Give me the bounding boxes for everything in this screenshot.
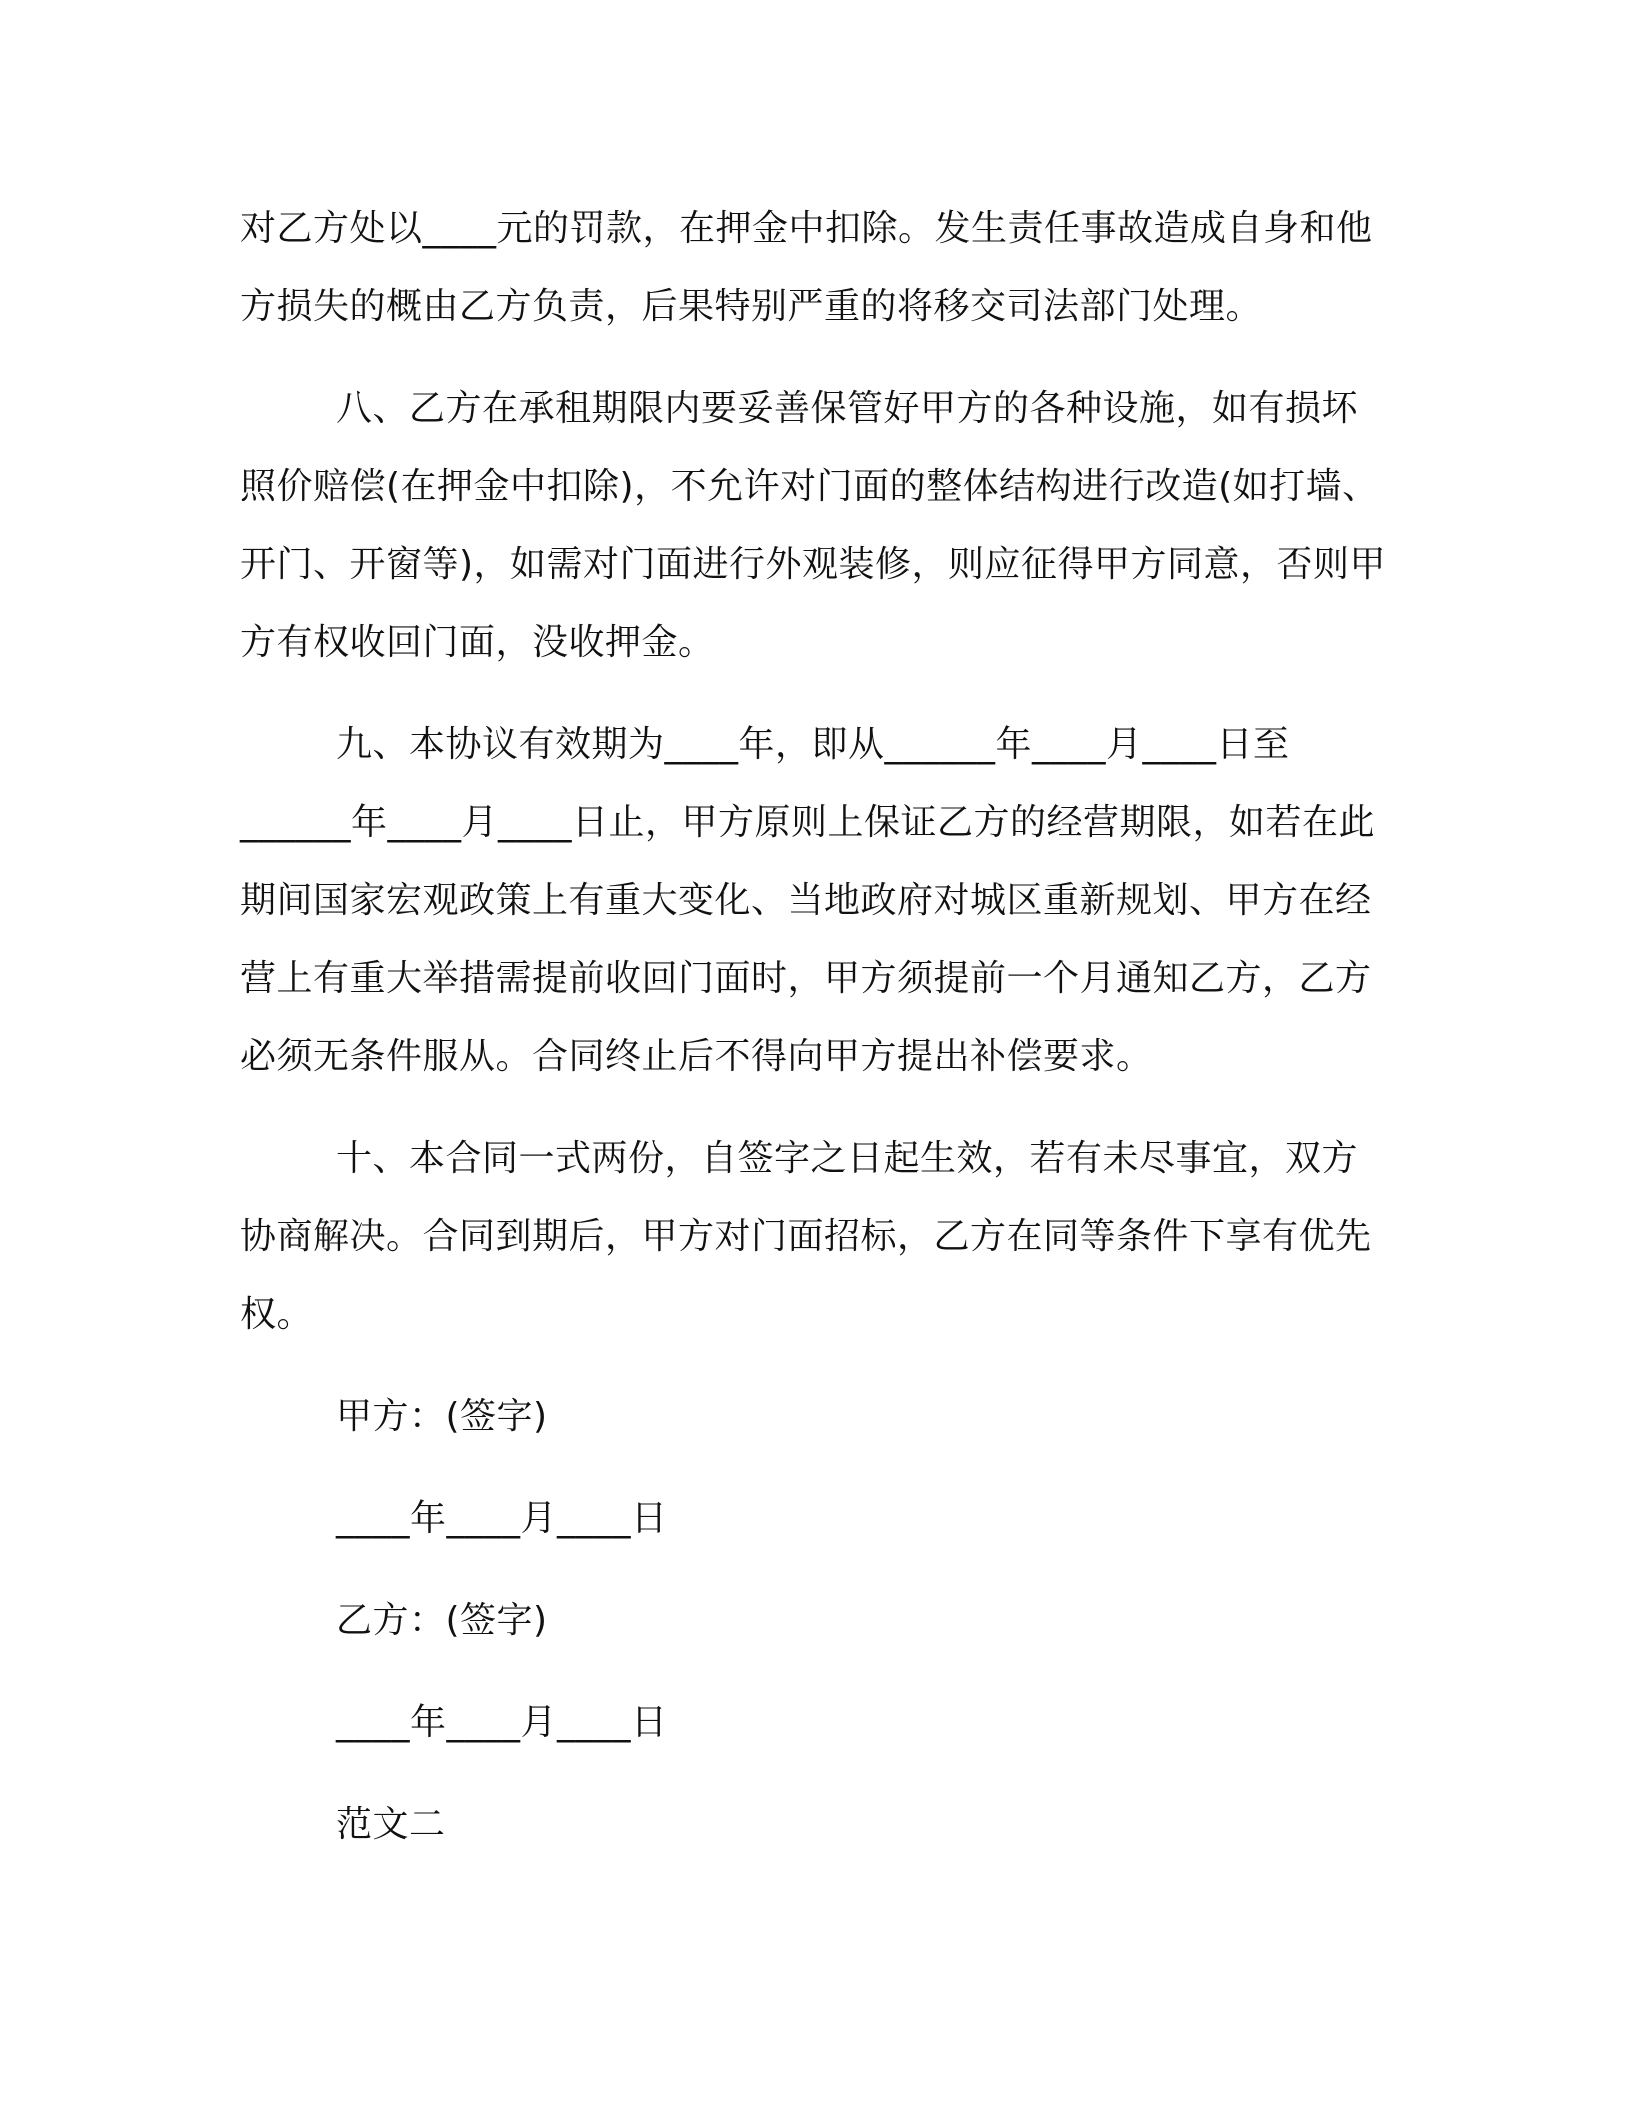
party-a-signature: 甲方：(签字) (336, 1396, 548, 1437)
paragraph-clause-8: 八、乙方在承租期限内要妥善保管好甲方的各种设施，如有损坏照价赔偿(在押金中扣除)，不允许对门面的整体结构进行改造(如打墙、开门、开窗等)，如需对门面进行外观装修，则应征得甲方同意，否则甲方有权收回门面，没收押金。 (240, 388, 1387, 663)
document-body (240, 190, 1390, 1888)
paragraph-clause-10: 十、本合同一式两份，自签字之日起生效，若有未尽事宜，双方协商解决。合同到期后，甲方对门面招标，乙方在同等条件下享有优先权。 (240, 1138, 1372, 1335)
party-a-date: ____年____月____日 (336, 1498, 668, 1539)
paragraph-clause-9: 九、本协议有效期为____年，即从______年____月____日至______年____月____日止，甲方原则上保证乙方的经营期限，如若在此期间国家宏观政策上有重大变化、当地政府对城区重新规划、甲方在经营上有重大举措需提前收回门面时，甲方须提前一个月通知乙方，乙方必须无条件服从。合同终止后不得向甲方提出补偿要求。 (240, 724, 1376, 1077)
paragraph-penalty-continuation: 对乙方处以____元的罚款，在押金中扣除。发生责任事故造成自身和他方损失的概由乙方负责，后果特别严重的将移交司法部门处理。 (240, 208, 1373, 327)
party-b-signature: 乙方：(签字) (336, 1600, 548, 1641)
party-b-date: ____年____月____日 (336, 1702, 668, 1743)
next-section-heading: 范文二 (336, 1804, 446, 1845)
